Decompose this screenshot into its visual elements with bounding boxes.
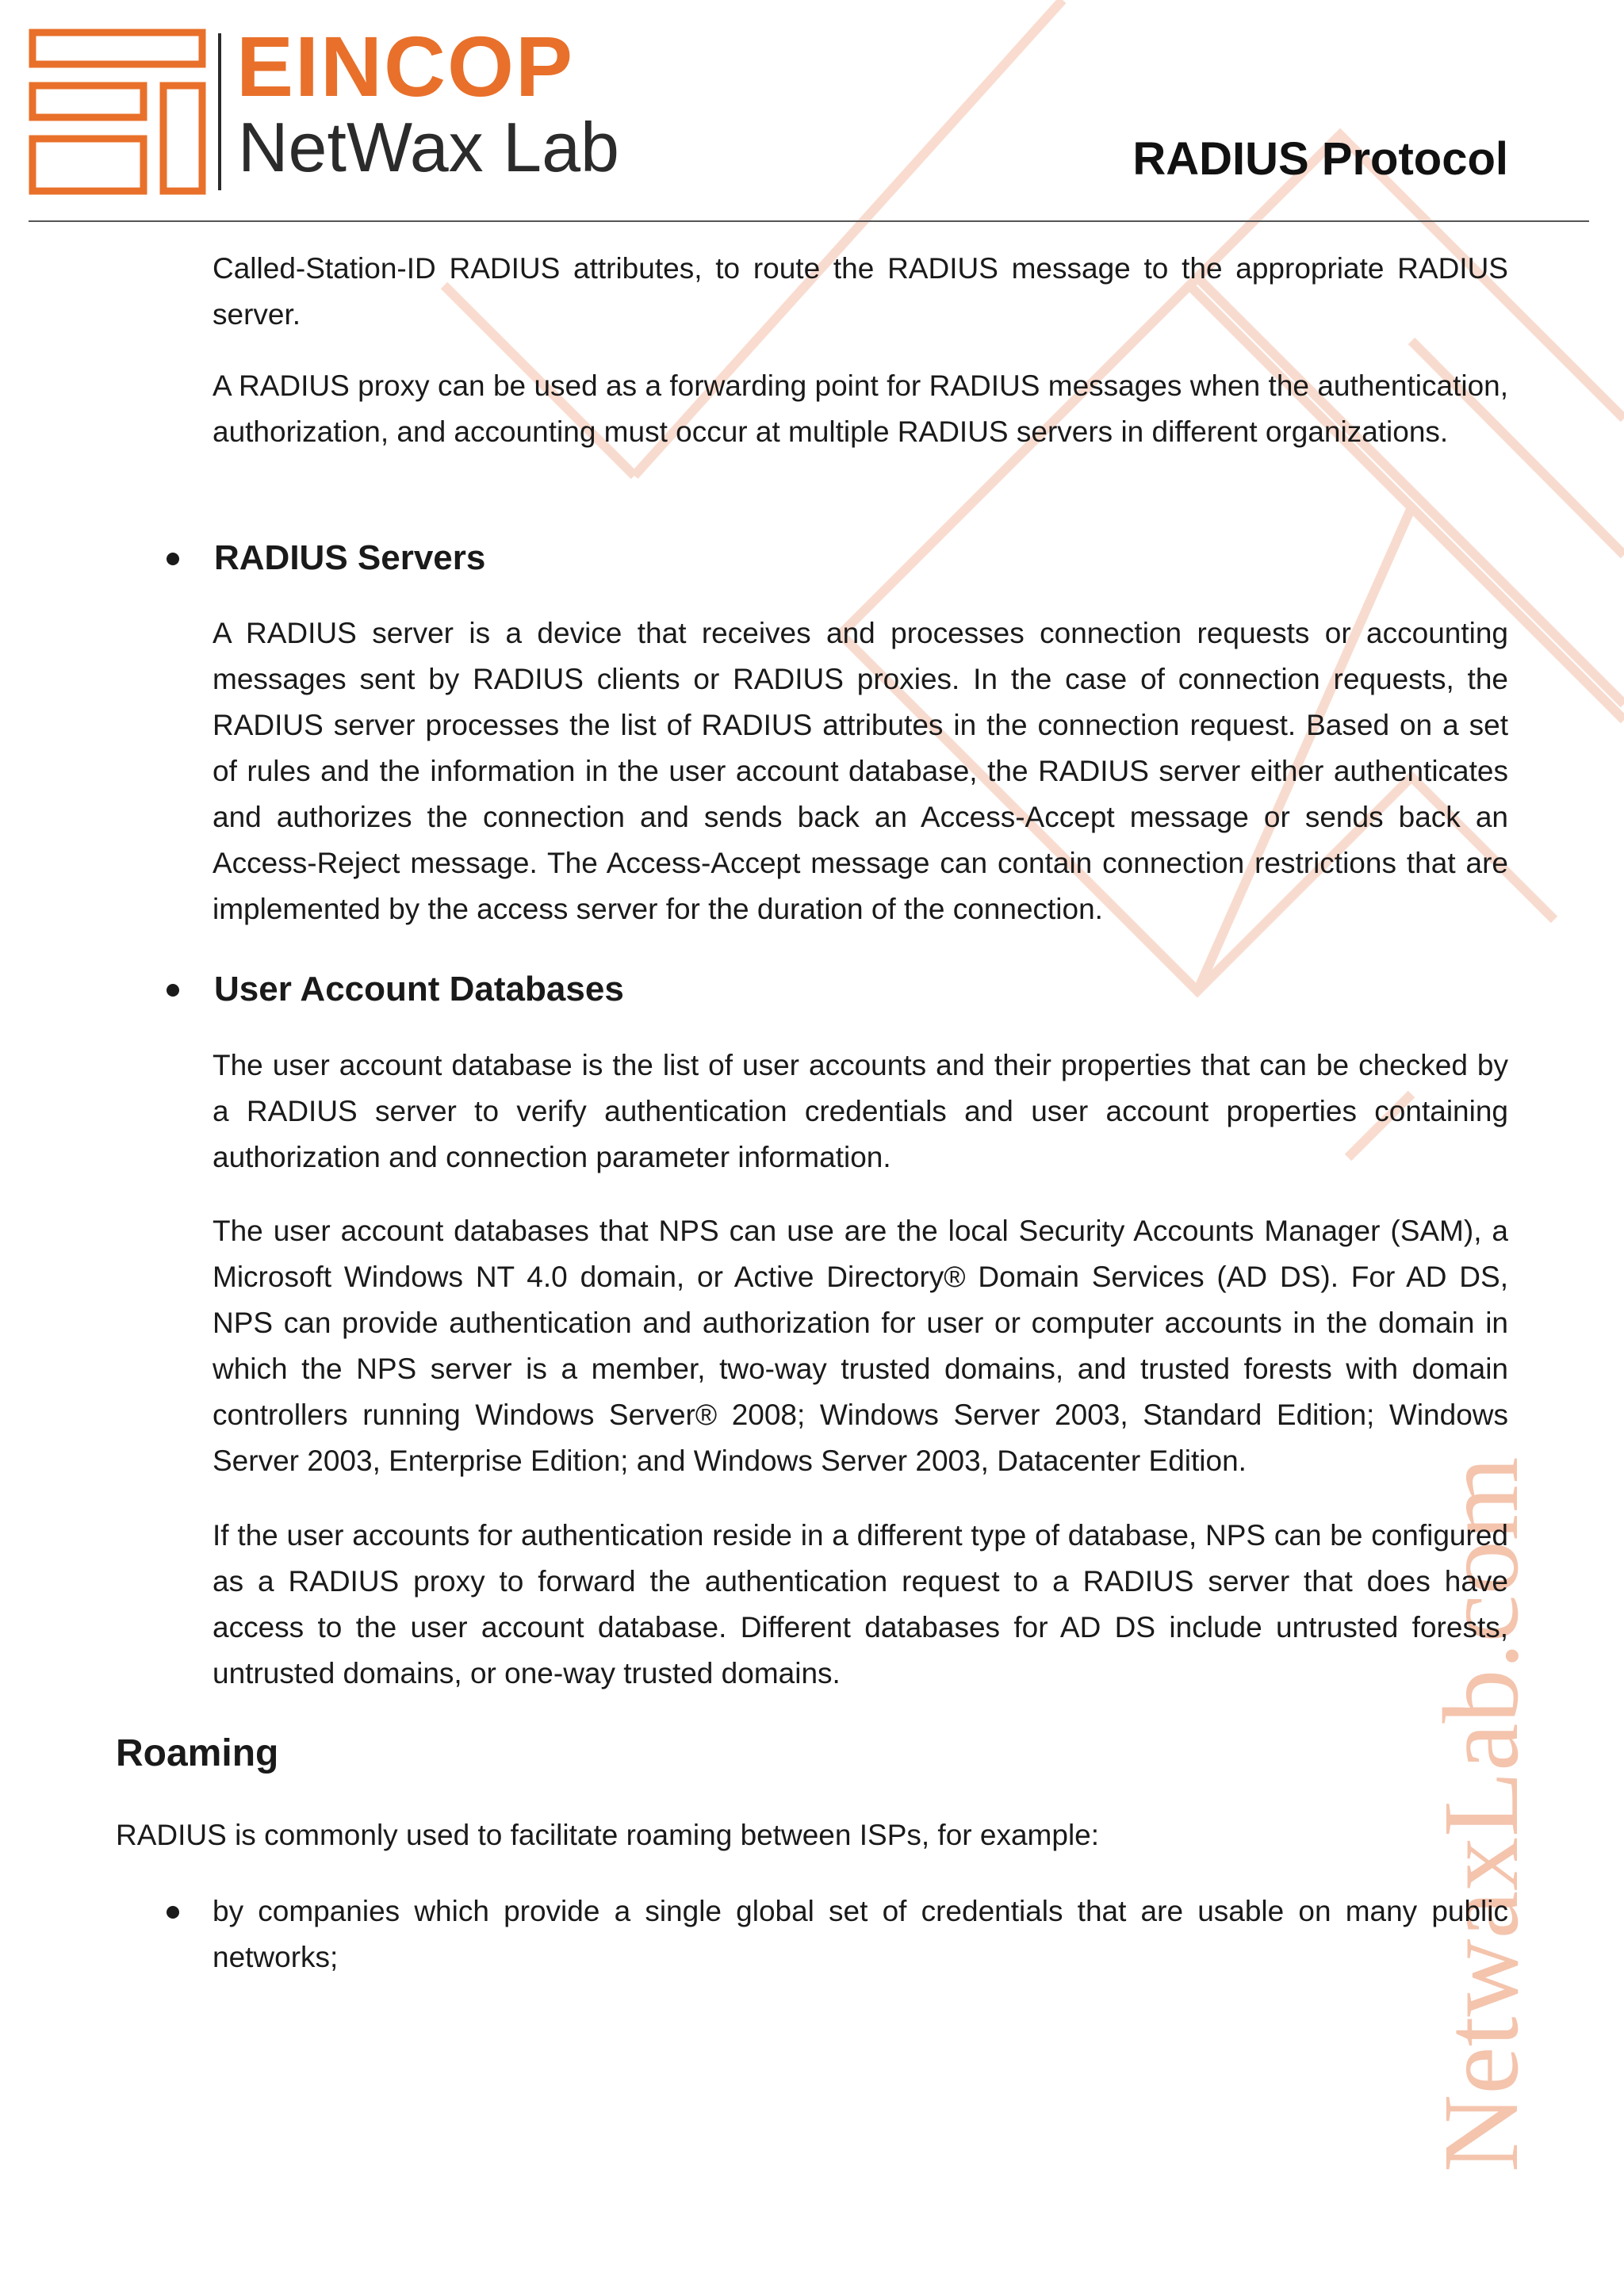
bullet-dot xyxy=(167,553,179,565)
paragraph-roaming-intro: RADIUS is commonly used to facilitate roaming between ISPs, for example: xyxy=(116,1819,1100,1851)
header-divider xyxy=(29,220,1589,222)
heading-radius-servers: RADIUS Servers xyxy=(214,538,486,577)
heading-roaming: Roaming xyxy=(116,1732,279,1774)
logo-divider xyxy=(218,33,221,190)
document-title: RADIUS Protocol xyxy=(1132,133,1508,185)
brand-name: EINCOP xyxy=(236,18,575,114)
eincop-logo-icon xyxy=(29,29,211,197)
bullet-dot xyxy=(167,1906,179,1919)
paragraph-nps-databases: The user account databases that NPS can use are the local Security Accounts Manager (SAM), a Microsoft Windows NT 4.0 domain, or Active Directory® Domain Services (AD DS). For AD DS, NPS can provide authentication and authorization for user or computer accounts in the domain in which the NPS server is a member, two-way trusted domains, and trusted forests with domain controllers running Windows Server® 2008; Windows Server 2003, Standard Edition; Windows Server 2003, Enterprise Edition; and Windows Server 2003, Datacenter Edition. xyxy=(213,1215,1508,1477)
paragraph-user-account-database: The user account database is the list of user accounts and their properties that can be checked by a RADIUS server to verify authentication credentials and user account properties containing authorization and connection parameter information. xyxy=(213,1049,1508,1173)
watermark-text: NetwaxLab.com xyxy=(1422,1456,1541,2172)
paragraph-other-databases: If the user accounts for authentication reside in a different type of database, NPS can be configured as a RADIUS proxy to forward the authentication request to a RADIUS server that does have access to the user account database. Different databases for AD DS include untrusted forests, untrusted domains, or one-way trusted domains. xyxy=(213,1519,1508,1689)
brand-subtitle: NetWax Lab xyxy=(238,108,619,186)
paragraph-radius-server: A RADIUS server is a device that receives and processes connection requests or accounting messages sent by RADIUS clients or RADIUS proxies. In the case of connection requests, the RADIUS server processes the list of RADIUS attributes in the connection request. Based on a set of rules and the information in the user account database, the RADIUS server either authenticates and authorizes the connection and sends back an Access-Accept message or sends back an Access-Reject message. The Access-Accept message can contain connection restrictions that are implemented by the access server for the duration of the connection. xyxy=(213,617,1508,925)
paragraph-radius-proxy: A RADIUS proxy can be used as a forwarding point for RADIUS messages when the authentication, authorization, and accounting must occur at multiple RADIUS servers in different organizations. xyxy=(213,369,1508,448)
bullet-dot xyxy=(167,984,179,997)
list-item-global-credentials: by companies which provide a single global set of credentials that are usable on many public networks; xyxy=(213,1895,1508,1973)
heading-user-account-databases: User Account Databases xyxy=(214,970,624,1008)
paragraph-called-station: Called-Station-ID RADIUS attributes, to route the RADIUS message to the appropriate RADIUS server. xyxy=(213,252,1508,331)
